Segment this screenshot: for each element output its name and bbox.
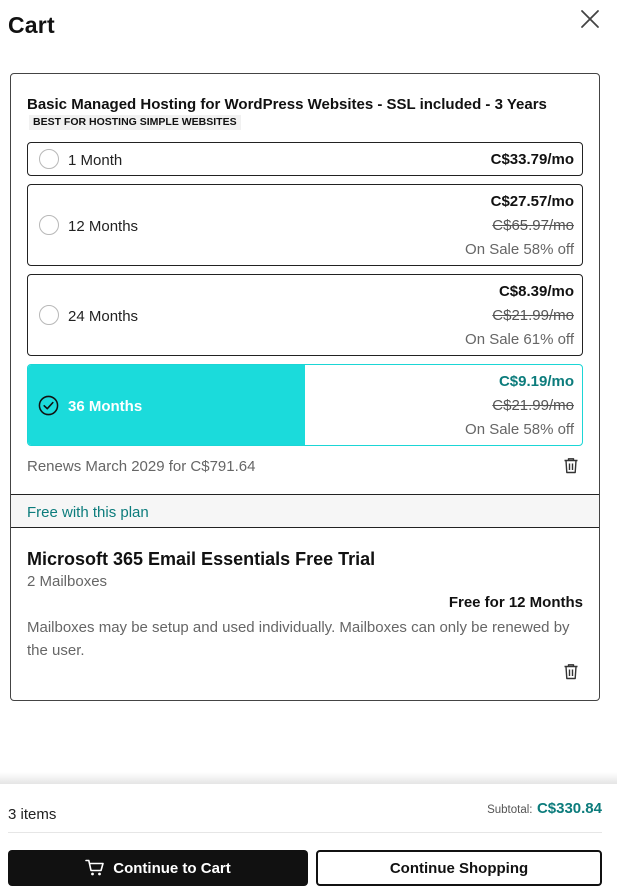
radio-button[interactable] [39, 305, 59, 325]
trash-icon[interactable] [563, 663, 579, 680]
page-title: Cart [8, 12, 55, 38]
term-list-price: C$21.99/mo [492, 307, 574, 324]
subtotal-label: Subtotal: [487, 804, 533, 816]
addon-price: Free for 12 Months [448, 594, 583, 611]
product-badge: BEST FOR HOSTING SIMPLE WEBSITES [29, 115, 241, 130]
product-name: Basic Managed Hosting for WordPress Websites - SSL included - 3 Years [27, 96, 547, 113]
check-circle-icon[interactable] [38, 395, 59, 416]
term-price: C$27.57/mo [490, 193, 574, 210]
continue-shopping-button[interactable]: Continue Shopping [316, 850, 602, 886]
term-sale-badge: On Sale 58% off [465, 241, 574, 258]
cart-item-card [10, 73, 600, 701]
term-option-36-months[interactable] [27, 364, 583, 446]
term-option-12-months[interactable] [27, 184, 583, 266]
term-sale-badge: On Sale 58% off [465, 421, 574, 438]
subtotal [487, 800, 602, 818]
renewal-text: Renews March 2029 for C$791.64 [27, 458, 256, 475]
subtotal-amount: C$330.84 [536, 800, 602, 817]
free-with-plan-label: Free with this plan [27, 504, 149, 521]
continue-to-cart-button[interactable] [8, 850, 308, 886]
cart-icon [85, 859, 105, 877]
term-label: 12 Months [68, 218, 139, 235]
cart-footer [0, 784, 617, 893]
term-option-24-months[interactable] [27, 274, 583, 356]
term-list-price: C$21.99/mo [492, 397, 574, 414]
term-label: 1 Month [68, 152, 123, 169]
free-with-plan-bar [11, 494, 599, 528]
addon-name: Microsoft 365 Email Essentials Free Trial [27, 549, 376, 569]
items-count: 3 items [8, 806, 57, 823]
term-price: C$33.79/mo [490, 151, 574, 168]
term-list-price: C$65.97/mo [492, 217, 574, 234]
addon-description: Mailboxes may be setup and used individually. Mailboxes can only be renewed by the user. [27, 619, 570, 659]
term-price: C$9.19/mo [498, 373, 574, 390]
term-label: 24 Months [68, 308, 139, 325]
addon-quantity: 2 Mailboxes [27, 573, 108, 590]
continue-to-cart-label: Continue to Cart [113, 859, 231, 877]
term-price: C$8.39/mo [498, 283, 574, 300]
term-label: 36 Months [68, 398, 143, 415]
term-sale-badge: On Sale 61% off [465, 331, 574, 348]
footer-shadow [0, 772, 617, 784]
cart-header [8, 12, 55, 39]
radio-button[interactable] [39, 215, 59, 235]
radio-button[interactable] [39, 149, 59, 169]
term-option-1-month[interactable] [27, 142, 583, 176]
trash-icon[interactable] [563, 457, 579, 474]
close-icon[interactable] [578, 7, 602, 31]
divider [8, 832, 602, 833]
